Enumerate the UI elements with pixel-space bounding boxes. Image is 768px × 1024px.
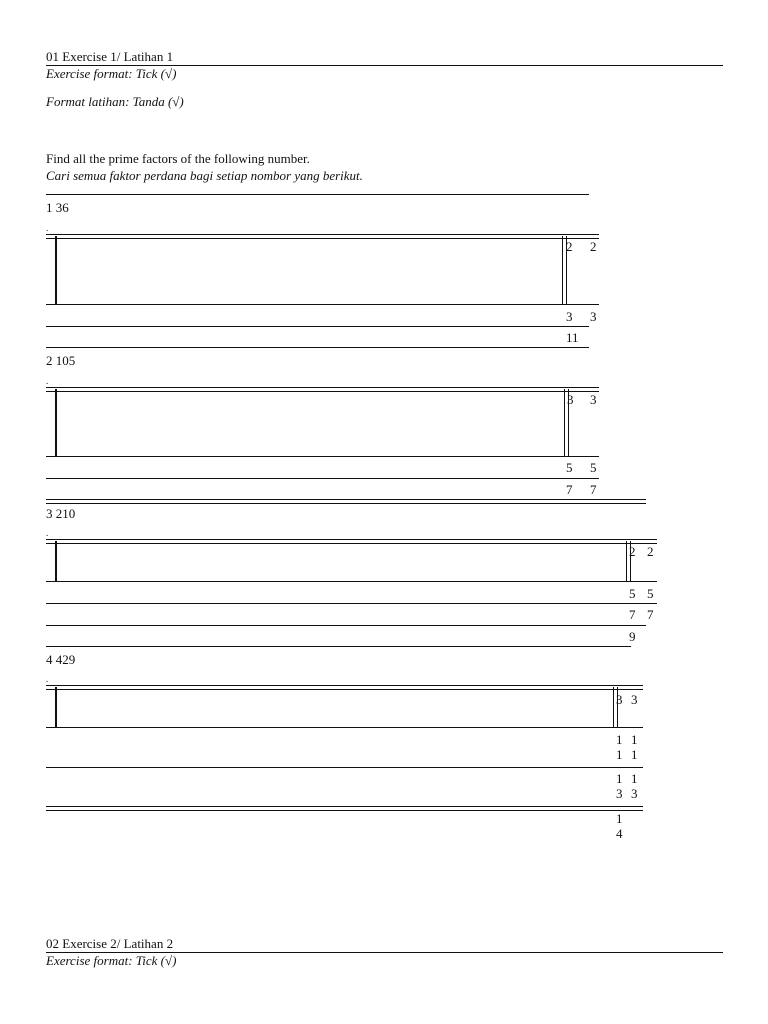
table-top-rule xyxy=(46,685,643,690)
exercise-2-format-en: Exercise format: Tick (√) xyxy=(46,953,177,968)
factor-value: 7 xyxy=(566,482,573,497)
factor-value: 2 xyxy=(629,544,636,559)
instruction-ms: Cari semua faktor perdana bagi setiap nombor yang berikut. xyxy=(46,168,363,183)
row-rule xyxy=(46,767,643,768)
question-label: 2 105 xyxy=(46,353,76,368)
factor-value: 1 1 xyxy=(616,732,623,762)
factor-value: 3 xyxy=(616,692,623,707)
question-label: 3 210 xyxy=(46,506,76,521)
factor-value: 3 xyxy=(567,392,574,407)
instruction-en: Find all the prime factors of the following number. xyxy=(46,151,310,166)
question-dot: . xyxy=(46,528,49,538)
factor-tick: 7 xyxy=(590,482,597,497)
factor-tick: 1 1 xyxy=(631,732,638,762)
exercise-1-format-en: Exercise format: Tick (√) xyxy=(46,66,177,81)
factor-tick: 3 xyxy=(631,692,638,707)
factor-value: 11 xyxy=(566,330,579,345)
question-dot: . xyxy=(46,376,49,386)
factor-value: 3 xyxy=(566,309,573,324)
row-rule xyxy=(46,646,631,647)
factor-tick: 1 3 xyxy=(631,771,638,801)
factor-tick: 7 xyxy=(647,607,654,622)
factor-value: 5 xyxy=(566,460,573,475)
factor-tick: 2 xyxy=(647,544,654,559)
row-rule xyxy=(46,326,589,327)
factor-value: 1 4 xyxy=(616,811,623,841)
question-end-rule xyxy=(46,499,646,504)
question-label: 1 36 xyxy=(46,200,69,215)
row-rule xyxy=(46,603,657,604)
table-left-border xyxy=(55,687,57,727)
row-rule xyxy=(46,581,657,582)
question-dot: . xyxy=(46,674,49,684)
question-rule xyxy=(46,194,589,195)
factor-tick: 3 xyxy=(590,309,597,324)
row-rule xyxy=(46,456,599,457)
table-top-rule xyxy=(46,539,657,544)
table-top-rule xyxy=(46,387,599,392)
factor-value: 2 xyxy=(566,239,573,254)
factor-tick: 5 xyxy=(647,586,654,601)
table-left-border xyxy=(55,236,57,305)
question-end-rule xyxy=(46,806,643,811)
factor-value: 7 xyxy=(629,607,636,622)
factor-tick: 5 xyxy=(590,460,597,475)
exercise-2-heading: 02 Exercise 2/ Latihan 2 xyxy=(46,936,174,951)
exercise-1-format-ms: Format latihan: Tanda (√) xyxy=(46,94,184,109)
row-rule xyxy=(46,347,589,348)
factor-tick: 2 xyxy=(590,239,597,254)
question-label: 4 429 xyxy=(46,652,76,667)
row-rule xyxy=(46,478,599,479)
factor-tick: 3 xyxy=(590,392,597,407)
factor-value: 1 3 xyxy=(616,771,623,801)
row-rule xyxy=(46,304,599,305)
question-dot: . xyxy=(46,223,49,233)
table-top-rule xyxy=(46,234,599,239)
factor-value: 5 xyxy=(629,586,636,601)
exercise-1-heading: 01 Exercise 1/ Latihan 1 xyxy=(46,49,174,64)
factor-value: 9 xyxy=(629,629,636,644)
table-left-border xyxy=(55,541,57,582)
table-left-border xyxy=(55,389,57,457)
row-rule xyxy=(46,625,646,626)
row-rule xyxy=(46,727,643,728)
